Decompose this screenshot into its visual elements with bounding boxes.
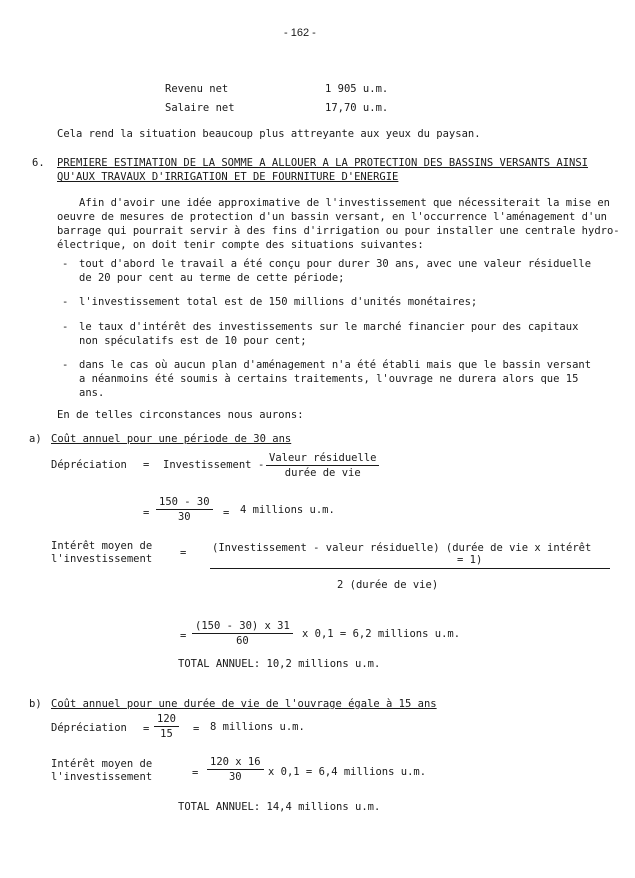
bullet-text: tout d'abord le travail a été conçu pour durer 30 ans, avec une valeur résiduelle: [79, 258, 592, 270]
bullet-dash: -: [62, 359, 69, 371]
fraction-denominator: 30: [228, 771, 242, 783]
paragraph-line: barrage qui pourrait servir à des fins d'irrigation ou pour installer une centrale hydro-: [57, 225, 620, 237]
part-a-heading: Coût annuel pour une période de 30 ans: [51, 433, 292, 445]
section-title-line2: QU'AUX TRAVAUX D'IRRIGATION ET DE FOURNITURE D'ENERGIE: [57, 171, 399, 183]
bullet-text: a néanmoins été soumis à certains traitements, l'ouvrage ne durera alors que 15: [79, 373, 579, 385]
fraction-denominator: 60: [236, 635, 249, 647]
paragraph-line: électrique, on doit tenir compte des situations suivantes:: [57, 239, 424, 251]
income-label-revenu: Revenu net: [165, 83, 229, 95]
depreciation-label: Dépréciation: [51, 722, 127, 734]
equals-sign: =: [192, 767, 199, 779]
residual-numerator: Valeur résiduelle: [266, 452, 379, 466]
interest-label: l'investissement: [51, 553, 153, 565]
part-b-letter: b): [29, 698, 42, 710]
bullet-dash: -: [62, 296, 69, 308]
equals-sign: =: [180, 630, 187, 642]
equals-sign: =: [143, 507, 150, 519]
depreciation-label: Dépréciation: [51, 459, 127, 471]
minus-sign: -: [258, 459, 265, 471]
bullet-text: de 20 pour cent au terme de cette période;: [79, 272, 345, 284]
bullet-dash: -: [62, 258, 69, 270]
interest-result: x 0,1 = 6,2 millions u.m.: [302, 628, 461, 640]
interest-fraction: [192, 620, 293, 647]
bullet-text: l'investissement total est de 150 millions d'unités monétaires;: [79, 296, 478, 308]
fraction-numerator: 120 x 16: [207, 756, 264, 770]
bullet-dash: -: [62, 321, 69, 333]
interest-label: Intérêt moyen de: [51, 758, 153, 770]
fraction-denominator: 30: [177, 511, 191, 523]
interest-label: Intérêt moyen de: [51, 540, 153, 552]
section-number: 6.: [32, 157, 45, 169]
equals-sign: =: [223, 507, 230, 519]
circumstances-text: En de telles circonstances nous aurons:: [57, 409, 304, 421]
bullet-text: ans.: [79, 387, 105, 399]
big-denominator: 2 (durée de vie): [337, 579, 439, 591]
depreciation-result: 4 millions u.m.: [240, 504, 335, 516]
total-annual-a: TOTAL ANNUEL: 10,2 millions u.m.: [178, 658, 381, 670]
depreciation-fraction-b: [154, 713, 179, 740]
depreciation-result-b: 8 millions u.m.: [210, 721, 305, 733]
interest-label: l'investissement: [51, 771, 153, 783]
part-a-letter: a): [29, 433, 42, 445]
bullet-text: dans le cas où aucun plan d'aménagement n'a été établi mais que le bassin versant: [79, 359, 592, 371]
bullet-text: le taux d'intérêt des investissements sur le marché financier pour des capitaux: [79, 321, 579, 333]
big-numerator-line2: = 1): [457, 554, 483, 566]
equals-sign: =: [180, 547, 187, 559]
big-numerator-line1: (Investissement - valeur résiduelle) (durée de vie x intérêt: [212, 542, 592, 554]
fraction-bar: [210, 568, 610, 569]
income-value-salaire: 17,70 u.m.: [325, 102, 389, 114]
residual-fraction: [266, 452, 379, 479]
intro-sentence: Cela rend la situation beaucoup plus attreyante aux yeux du paysan.: [57, 128, 481, 140]
fraction-numerator: (150 - 30) x 31: [192, 620, 293, 634]
residual-denominator: durée de vie: [284, 467, 361, 479]
interest-fraction-b: [207, 756, 264, 783]
paragraph-line: oeuvre de mesures de protection d'un bassin versant, en l'occurrence l'aménagement d'un: [57, 211, 607, 223]
income-value-revenu: 1 905 u.m.: [325, 83, 389, 95]
investissement-term: Investissement: [163, 459, 252, 471]
depreciation-fraction: [156, 496, 213, 523]
equals-sign: =: [143, 459, 150, 471]
part-b-heading: Coût annuel pour une durée de vie de l'ouvrage égale à 15 ans: [51, 698, 437, 710]
paragraph-line: Afin d'avoir une idée approximative de l'investissement que nécessiterait la mise en: [79, 197, 611, 209]
interest-result-b: x 0,1 = 6,4 millions u.m.: [268, 766, 427, 778]
fraction-denominator: 15: [160, 728, 173, 740]
equals-sign: =: [193, 723, 200, 735]
bullet-text: non spéculatifs est de 10 pour cent;: [79, 335, 307, 347]
section-title-line1: PREMIERE ESTIMATION DE LA SOMME A ALLOUER A LA PROTECTION DES BASSINS VERSANTS AINSI: [57, 157, 589, 169]
fraction-numerator: 120: [154, 713, 179, 727]
income-label-salaire: Salaire net: [165, 102, 235, 114]
page-number: - 162 -: [284, 27, 316, 39]
total-annual-b: TOTAL ANNUEL: 14,4 millions u.m.: [178, 801, 381, 813]
equals-sign: =: [143, 723, 150, 735]
fraction-numerator: 150 - 30: [156, 496, 213, 510]
